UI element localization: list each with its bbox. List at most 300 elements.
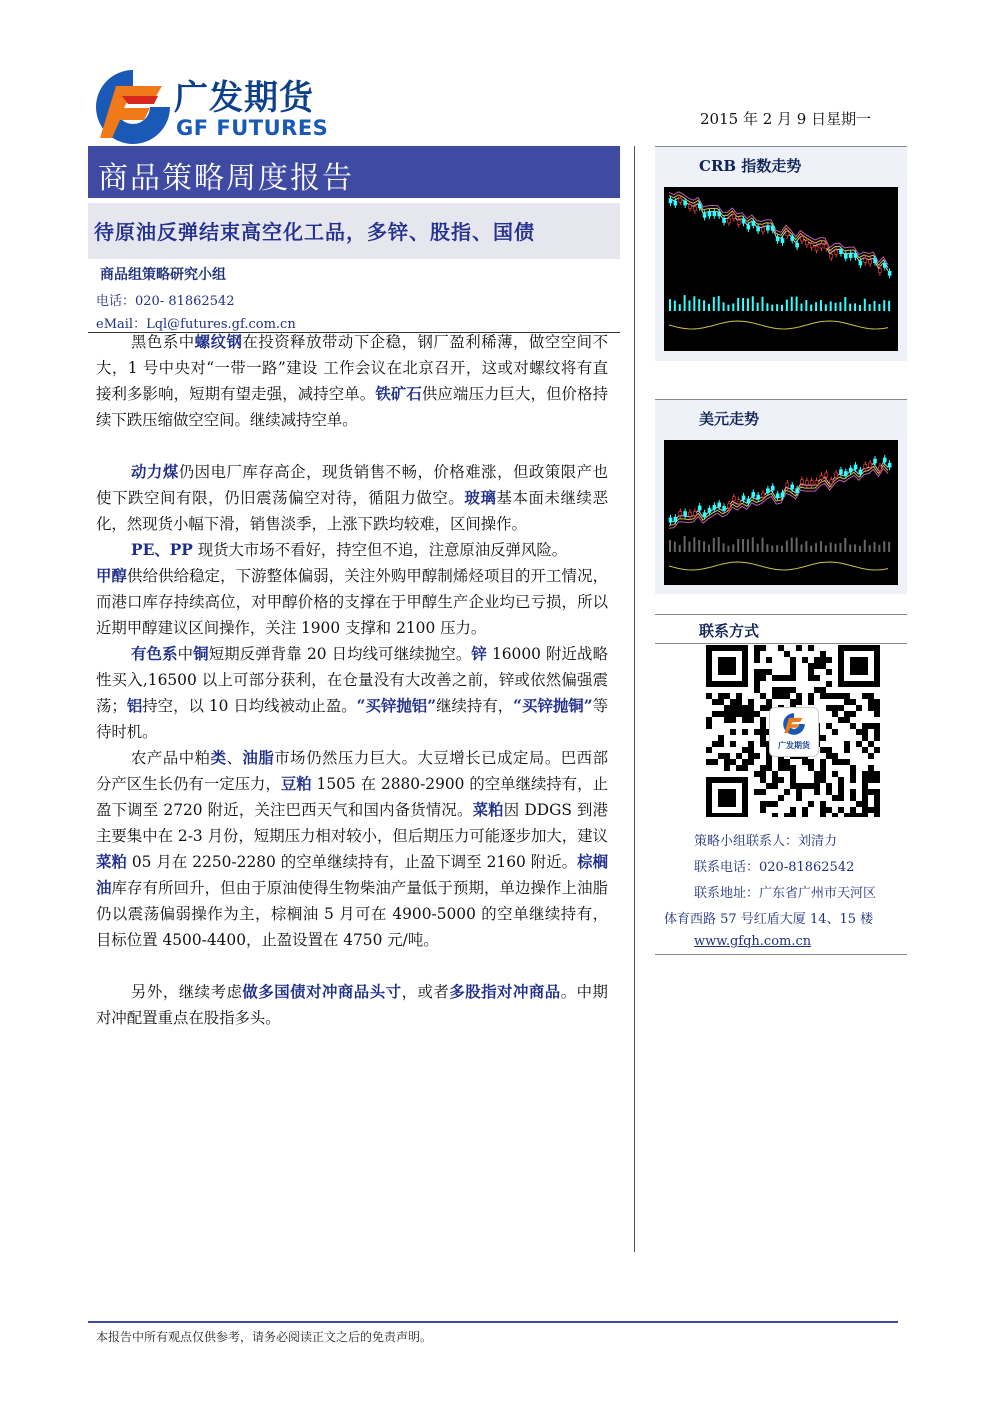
candle-body: [874, 459, 877, 463]
volume-bar: [757, 544, 759, 552]
volume-bar: [786, 300, 788, 311]
qr-module: [874, 711, 880, 717]
qr-module: [850, 813, 856, 817]
qr-module: [832, 705, 838, 711]
qr-module: [820, 771, 826, 777]
candle-body: [684, 512, 687, 516]
qr-module: [724, 693, 730, 699]
candle-body: [854, 465, 857, 469]
qr-module: [820, 747, 826, 753]
qr-module: [760, 807, 766, 813]
volume-bar: [791, 297, 793, 311]
volume-bar: [820, 300, 822, 311]
qr-module: [784, 687, 790, 693]
volume-bar: [766, 544, 768, 552]
qr-module: [760, 675, 766, 681]
candle-body: [718, 212, 721, 216]
qr-module: [754, 687, 760, 693]
qr-module: [778, 759, 784, 765]
contact-header: [655, 614, 907, 644]
qr-module: [832, 771, 838, 777]
candle-body: [800, 237, 803, 241]
qr-module: [874, 735, 880, 741]
candle-body: [762, 493, 765, 497]
qr-module: [766, 759, 772, 765]
volume-bar: [839, 302, 841, 311]
candle-body: [849, 468, 852, 472]
volume-bar: [820, 541, 822, 552]
qr-module: [784, 789, 790, 795]
chart-background: [664, 440, 898, 585]
candle-body: [786, 232, 789, 236]
qr-module: [874, 801, 880, 807]
qr-module: [754, 669, 760, 675]
qr-module: [712, 741, 718, 747]
qr-module: [850, 765, 856, 771]
qr-module: [838, 777, 844, 783]
candle-body: [757, 495, 760, 499]
candle-body: [732, 215, 735, 219]
qr-module: [844, 693, 850, 699]
qr-module: [826, 807, 832, 813]
author-email: eMail：Lql@futures.gf.com.cn: [96, 317, 296, 332]
qr-module: [874, 723, 880, 729]
candle-body: [684, 201, 687, 205]
qr-module: [862, 813, 868, 817]
qr-module: [802, 657, 808, 663]
candle-body: [674, 201, 677, 205]
volume-bar: [732, 303, 734, 311]
qr-module: [802, 813, 808, 817]
candle-body: [859, 470, 862, 474]
volume-bar: [791, 538, 793, 552]
candle-body: [810, 481, 813, 485]
qr-module: [748, 699, 754, 705]
volume-bar: [800, 545, 802, 552]
candle-body: [883, 263, 886, 267]
contact-address-line1: 联系地址：广东省广州市天河区: [694, 886, 877, 901]
qr-module: [874, 813, 880, 817]
qr-module: [754, 651, 760, 657]
qr-module: [730, 729, 736, 735]
volume-bar: [727, 546, 729, 552]
qr-module: [754, 729, 760, 735]
qr-module: [784, 675, 790, 681]
qr-module: [730, 699, 736, 705]
volume-bar: [742, 539, 744, 552]
qr-module: [874, 699, 880, 705]
volume-bar: [781, 305, 783, 311]
qr-module: [826, 789, 832, 795]
qr-module: [808, 645, 814, 651]
qr-module: [838, 807, 844, 813]
qr-module: [724, 753, 730, 759]
volume-bar: [737, 539, 739, 552]
candle-body: [727, 504, 730, 508]
qr-module: [838, 693, 844, 699]
paragraph-pe-pp: PE、PP 现货大市场不看好，持空但不追，注意原油反弹风险。: [131, 541, 568, 559]
volume-bar: [757, 303, 759, 311]
qr-module: [784, 693, 790, 699]
qr-module: [796, 789, 802, 795]
brand-name-cn: 广发期货: [174, 78, 314, 118]
qr-module: [856, 729, 862, 735]
qr-module: [832, 729, 838, 735]
qr-module: [832, 711, 838, 717]
candle-body: [723, 506, 726, 510]
candle-body: [830, 480, 833, 484]
qr-module: [862, 729, 868, 735]
qr-module: [724, 765, 730, 771]
qr-module: [856, 813, 862, 817]
qr-module: [754, 675, 760, 681]
qr-module: [772, 693, 778, 699]
qr-module: [826, 657, 832, 663]
qr-module: [874, 777, 880, 783]
qr-module: [850, 699, 856, 705]
candle-body: [762, 228, 765, 232]
volume-bar: [723, 302, 725, 311]
contact-address-line2: 体育西路 57 号红盾大厦 14、15 楼: [664, 912, 874, 927]
qr-module: [766, 699, 772, 705]
paragraph-methanol: 甲醇供给供给稳定，下游整体偏弱，关注外购甲醇制烯烃项目的开工情况，而港口库存持续高位，对甲醇价格的支撑在于甲醇生产企业均已亏损，所以近期甲醇建议区间操作，关注 1900 支撑和 2100 压力。: [96, 567, 608, 637]
paragraph-black: 黑色系中螺纹钢在投资释放带动下企稳，钢厂盈利稀薄，做空空间不大，1 号中央对“一带一路”建设 工作会议在北京召开，这或对螺纹将有直接利多影响，短期有望走强，减持空单。铁矿石供应端压力巨大，但价格持续下跌压缩做空空间。继续减持空单。: [96, 333, 608, 429]
qr-module: [820, 807, 826, 813]
qr-module: [838, 789, 844, 795]
volume-bar: [713, 297, 715, 311]
qr-module: [820, 657, 826, 663]
volume-bar: [684, 536, 686, 552]
qr-module: [760, 765, 766, 771]
volume-bar: [835, 303, 837, 311]
qr-module: [868, 789, 874, 795]
candle-body: [766, 489, 769, 493]
qr-module: [862, 783, 868, 789]
qr-module: [814, 663, 820, 669]
qr-module: [862, 801, 868, 807]
volume-bar: [747, 539, 749, 552]
candle-body: [688, 512, 691, 516]
qr-module: [754, 771, 760, 777]
qr-module: [742, 765, 748, 771]
qr-module: [820, 651, 826, 657]
volume-bar: [752, 296, 754, 311]
volume-bar: [859, 305, 861, 311]
qr-module: [790, 807, 796, 813]
qr-module: [814, 771, 820, 777]
qr-module: [862, 795, 868, 801]
qr-module: [772, 813, 778, 817]
volume-bar: [869, 304, 871, 311]
qr-module: [826, 753, 832, 759]
candle-body: [698, 204, 701, 208]
qr-module: [874, 729, 880, 735]
qr-module: [706, 717, 712, 723]
qr-module: [754, 681, 760, 687]
usd-chart-title: 美元走势: [699, 410, 760, 428]
qr-module: [790, 663, 796, 669]
volume-bar: [771, 305, 773, 311]
usd-chart-image: [664, 440, 898, 585]
author-phone: 电话：020- 81862542: [96, 294, 235, 309]
qr-module: [868, 723, 874, 729]
contact-title: 联系方式: [699, 622, 760, 640]
qr-module: [718, 699, 724, 705]
qr-module: [742, 747, 748, 753]
qr-module: [808, 783, 814, 789]
volume-bar: [864, 299, 866, 311]
paragraph-agri: 农产品中粕类、油脂市场仍然压力巨大。大豆增长已成定局。巴西部分产区生长仍有一定压力，豆粕 1505 在 2880-2900 的空单继续持有，止盈下调至 2720 附近，关注巴西天气和国内备货情况。菜粕因 DDGS 到港主要集中在 2-3 月份，短期压力相对较小，但后期压力可能逐步加大，建议菜粕 05 月在 2250-2280 的空单继续持有，止盈下调至 2160 附近。棕榈油库存有所回升，但由于原油使得生物柴油产量低于预期，单边操作上油脂仍以震荡偏弱操作为主，棕榈油 5 月可在 4900-5000 的空单继续持有，目标位置 4500-4400，止盈设置在 4750 元/吨。: [96, 749, 608, 949]
volume-bar: [674, 301, 676, 311]
qr-finder-inner: [718, 789, 736, 807]
qr-module: [796, 693, 802, 699]
volume-bar: [713, 538, 715, 552]
qr-module: [820, 735, 826, 741]
qr-module: [772, 687, 778, 693]
qr-module: [760, 777, 766, 783]
qr-module: [808, 759, 814, 765]
qr-module: [760, 693, 766, 699]
qr-module: [790, 687, 796, 693]
qr-module: [868, 753, 874, 759]
candle-body: [825, 473, 828, 477]
qr-module: [808, 669, 814, 675]
volume-bar: [747, 298, 749, 311]
qr-module: [748, 705, 754, 711]
qr-module: [784, 759, 790, 765]
candle-body: [713, 212, 716, 216]
candle-body: [874, 259, 877, 263]
candle-body: [776, 237, 779, 241]
qr-module: [760, 735, 766, 741]
usd-chart-panel: [655, 434, 907, 594]
candle-body: [835, 473, 838, 477]
qr-module: [844, 711, 850, 717]
qr-module: [814, 783, 820, 789]
volume-bar: [854, 303, 856, 311]
qr-module: [844, 759, 850, 765]
qr-module: [790, 783, 796, 789]
volume-bar: [844, 297, 846, 311]
volume-bar: [869, 545, 871, 552]
contact-website-link[interactable]: www.gfqh.com.cn: [694, 934, 812, 949]
candle-body: [703, 513, 706, 517]
qr-module: [766, 669, 772, 675]
qr-module: [838, 783, 844, 789]
qr-module: [850, 711, 856, 717]
brand-name-en: GF FUTURES: [176, 116, 329, 140]
qr-module: [826, 723, 832, 729]
candle-body: [718, 503, 721, 507]
volume-bar: [849, 545, 851, 552]
volume-bar: [703, 300, 705, 311]
qr-finder-inner: [850, 657, 868, 675]
candle-body: [703, 213, 706, 217]
qr-module: [850, 723, 856, 729]
qr-module: [844, 747, 850, 753]
qr-module: [778, 795, 784, 801]
candle-body: [693, 512, 696, 516]
qr-module: [760, 789, 766, 795]
candle-body: [693, 207, 696, 211]
contact-person: 策略小组联系人：刘清力: [694, 834, 838, 849]
volume-bar: [830, 301, 832, 311]
candle-body: [791, 485, 794, 489]
report-date: 2015 年 2 月 9 日星期一: [700, 110, 872, 128]
qr-module: [796, 699, 802, 705]
qr-module: [754, 711, 760, 717]
candle-body: [766, 226, 769, 230]
candle-body: [737, 500, 740, 504]
candle-body: [805, 481, 808, 485]
qr-module: [832, 813, 838, 817]
qr-module: [850, 807, 856, 813]
candle-body: [805, 241, 808, 245]
report-subtitle-band: [88, 203, 620, 259]
qr-module: [844, 741, 850, 747]
qr-module: [874, 705, 880, 711]
volume-bar: [766, 303, 768, 311]
author-group: 商品组策略研究小组: [100, 267, 226, 283]
qr-module: [730, 741, 736, 747]
volume-bar: [883, 541, 885, 552]
candle-body: [679, 512, 682, 516]
candle-body: [839, 470, 842, 474]
qr-module: [862, 723, 868, 729]
qr-module: [850, 795, 856, 801]
qr-module: [736, 753, 742, 759]
candle-body: [688, 205, 691, 209]
qr-module: [844, 717, 850, 723]
candle-body: [815, 481, 818, 485]
candle-body: [732, 497, 735, 501]
candle-body: [752, 492, 755, 496]
qr-module: [826, 747, 832, 753]
qr-module: [868, 705, 874, 711]
volume-bar: [825, 304, 827, 311]
candle-body: [674, 517, 677, 521]
qr-module: [868, 807, 874, 813]
candle-body: [844, 472, 847, 476]
volume-bar: [718, 296, 720, 311]
volume-bar: [679, 304, 681, 311]
volume-bar: [874, 542, 876, 552]
qr-module: [856, 801, 862, 807]
volume-bar: [703, 541, 705, 552]
qr-logo-text: 广发期货: [778, 741, 810, 750]
volume-bar: [742, 298, 744, 311]
contact-tel: 联系电话：020-81862542: [694, 860, 855, 875]
footer-disclaimer: 本报告中所有观点仅供参考，请务必阅读正文之后的免责声明。: [96, 1330, 433, 1344]
candle-body: [713, 505, 716, 509]
qr-module: [862, 807, 868, 813]
volume-bar: [708, 304, 710, 311]
candle-body: [844, 254, 847, 258]
qr-module: [826, 705, 832, 711]
qr-module: [754, 753, 760, 759]
report-subtitle: 待原油反弹结束高空化工品，多锌、股指、国债: [94, 220, 535, 244]
volume-bar: [771, 546, 773, 552]
volume-bar: [776, 304, 778, 311]
candle-body: [742, 219, 745, 223]
qr-module: [760, 771, 766, 777]
qr-module: [754, 645, 760, 651]
brand-logo: [92, 66, 342, 148]
candle-body: [878, 466, 881, 470]
qr-module: [760, 741, 766, 747]
crb-chart-image: [664, 187, 898, 351]
candle-body: [820, 475, 823, 479]
qr-module: [832, 753, 838, 759]
qr-module: [766, 765, 772, 771]
brand-logo-mark: [92, 66, 174, 148]
volume-bar: [723, 543, 725, 552]
qr-module: [808, 765, 814, 771]
qr-module: [838, 705, 844, 711]
qr-finder-inner: [718, 657, 736, 675]
volume-bar: [727, 305, 729, 311]
candle-body: [708, 212, 711, 216]
qr-module: [820, 693, 826, 699]
candle-body: [839, 250, 842, 254]
qr-module: [778, 765, 784, 771]
qr-module: [808, 693, 814, 699]
candle-body: [869, 463, 872, 467]
paragraph-nonferrous: 有色系中铜短期反弹背靠 20 日均线可继续抛空。锌 16000 附近战略性买入,16500 以上可部分获利，在仓量没有大改善之前，锌或依然偏强震荡；铝持空，以 10 日均线被动止盈。“买锌抛铝”继续持有，“买锌抛铜”等待时机。: [96, 645, 608, 741]
volume-bar: [835, 544, 837, 552]
volume-bar: [815, 302, 817, 311]
qr-module: [742, 711, 748, 717]
qr-module: [820, 765, 826, 771]
qr-module: [772, 783, 778, 789]
volume-bar: [796, 297, 798, 311]
qr-logo: [769, 707, 819, 757]
candle-body: [747, 499, 750, 503]
qr-module: [832, 759, 838, 765]
volume-bar: [854, 544, 856, 552]
qr-module: [718, 753, 724, 759]
qr-module: [820, 663, 826, 669]
qr-module: [772, 801, 778, 807]
candle-body: [698, 506, 701, 510]
qr-module: [820, 687, 826, 693]
candle-body: [820, 244, 823, 248]
candle-body: [815, 246, 818, 250]
qr-module: [748, 717, 754, 723]
qr-module: [790, 771, 796, 777]
qr-module: [850, 789, 856, 795]
volume-bar: [718, 537, 720, 552]
qr-module: [742, 717, 748, 723]
qr-module: [838, 795, 844, 801]
qr-module: [760, 801, 766, 807]
crb-chart-panel: [655, 181, 907, 361]
qr-module: [748, 747, 754, 753]
qr-module: [874, 795, 880, 801]
qr-module: [736, 705, 742, 711]
qr-module: [814, 687, 820, 693]
candle-body: [669, 199, 672, 203]
volume-bar: [874, 301, 876, 311]
qr-module: [862, 735, 868, 741]
volume-bar: [796, 538, 798, 552]
qr-module: [868, 765, 874, 771]
qr-module: [826, 669, 832, 675]
volume-bar: [776, 545, 778, 552]
qr-module: [814, 657, 820, 663]
qr-module: [826, 783, 832, 789]
candle-body: [776, 494, 779, 498]
